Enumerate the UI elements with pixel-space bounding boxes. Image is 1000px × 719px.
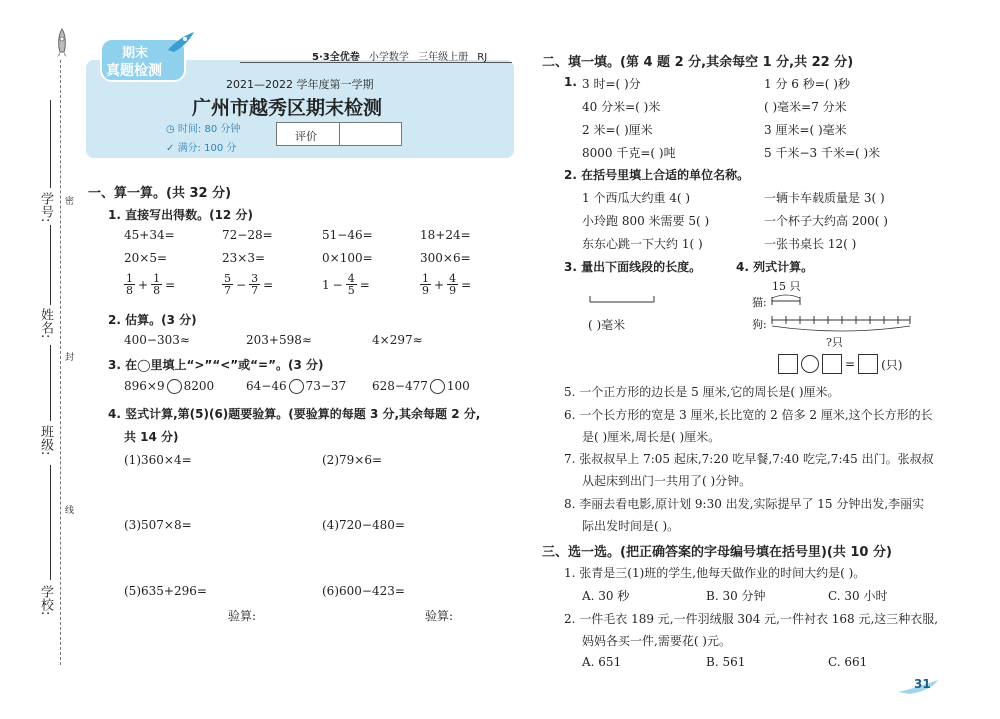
q1-fraction-item: $\frac{5}{7}$ − $\frac{3}{7}$ =	[224, 272, 274, 297]
section1-title: 一、算一算。(共 32 分)	[88, 186, 232, 201]
cut-mark-seal: 封	[63, 352, 73, 361]
page-title: 广州市越秀区期末检测	[192, 97, 383, 119]
s2-q1-item: 2 米=( )厘米	[582, 123, 653, 137]
s2-q8-cont: 际出发时间是( )。	[582, 519, 680, 533]
grade: 三年级上册	[418, 52, 469, 63]
check-icon: ✓	[166, 143, 178, 154]
dog-label: 狗:	[752, 318, 767, 331]
s2-q1-item: ( )毫米=7 分米	[764, 100, 847, 114]
cat-count-label: 15 只	[772, 280, 801, 293]
s2-q2-item: 东东心跳一下大约 1( )	[582, 237, 703, 251]
answer-box[interactable]	[858, 354, 878, 374]
s2-q2-label: 2. 在括号里填上合适的单位名称。	[564, 168, 750, 182]
blank-line	[50, 465, 51, 580]
s2-q6: 6. 一个长方形的宽是 3 厘米,长比宽的 2 倍多 2 厘米,这个长方形的长	[564, 408, 933, 422]
s2-q4-label: 4. 列式计算。	[736, 260, 814, 274]
q1-fraction-item: $\frac{1}{8}$ + $\frac{1}{8}$ =	[126, 272, 176, 297]
evaluation-label: 评价	[295, 130, 317, 143]
fraction: $\frac{1}{8}$	[153, 272, 161, 297]
q2-label: 2. 估算。(3 分)	[108, 313, 197, 327]
s2-q1-item: 5 千米−3 千米=( )米	[764, 146, 881, 160]
s2-q2-item: 一辆卡车载质量是 3( )	[764, 191, 885, 205]
q3-item: 64−46 73−37	[246, 379, 347, 393]
academic-year: 2021—2022 学年度第一学期	[226, 78, 374, 91]
fraction: $\frac{1}{9}$	[422, 272, 429, 297]
s2-q6-cont: 是( )厘米,周长是( )厘米。	[582, 430, 721, 444]
fraction: $\frac{5}{7}$	[224, 272, 231, 297]
q1-fraction-item: 1 − $\frac{4}{5}$ =	[322, 272, 370, 297]
answer-box[interactable]	[822, 354, 842, 374]
exam-time: ◷ 时间: 80 分钟	[166, 124, 241, 135]
s3-q1: 1. 张青是三(1)班的学生,他每天做作业的时间大约是( )。	[564, 566, 866, 580]
fraction: $\frac{3}{7}$	[251, 272, 259, 297]
rocket-icon	[166, 30, 196, 54]
sidebar-label-class: 班级:	[38, 425, 53, 456]
q1-item: 51−46=	[322, 228, 373, 242]
segment-answer: ( )毫米	[588, 318, 626, 332]
s2-q1-item: 8000 千克=( )吨	[582, 146, 676, 160]
evaluation-divider	[339, 123, 340, 145]
compare-circle[interactable]	[167, 379, 182, 394]
s2-q1-item: 1 分 6 秒=( )秒	[764, 77, 850, 91]
s2-q2-item: 一个杯子大约高 200( )	[764, 214, 888, 228]
sidebar-label-student-id: 学号:	[38, 192, 53, 223]
s2-q1-label: 1.	[564, 75, 577, 89]
compare-circle[interactable]	[430, 379, 445, 394]
dog-unknown-label: ?只	[826, 336, 843, 349]
compare-circle[interactable]	[289, 379, 304, 394]
s2-q7-cont: 从起床到出门一共用了( )分钟。	[582, 474, 752, 488]
s3-q2-cont: 妈妈各买一件,需要花( )元。	[582, 634, 731, 648]
q4-item: (3)507×8=	[124, 518, 192, 532]
s2-q2-item: 小玲跑 800 米需要 5( )	[582, 214, 710, 228]
q1-item: 20×5=	[124, 251, 168, 265]
sidebar-label-name: 姓名:	[38, 308, 53, 339]
cut-mark-seal: 密	[63, 196, 73, 205]
q4-label-cont: 共 14 分)	[124, 430, 179, 444]
s2-q7: 7. 张叔叔早上 7:05 起床,7:20 吃早餐,7:40 吃完,7:45 出门。张叔叔	[564, 452, 934, 466]
equation-template: = (只)	[778, 354, 902, 374]
q2-item: 4×297≈	[372, 333, 423, 347]
fraction: $\frac{1}{8}$	[126, 272, 133, 297]
q1-item: 300×6=	[420, 251, 471, 265]
q1-item: 18+24=	[420, 228, 471, 242]
q1-fraction-item: $\frac{1}{9}$ + $\frac{4}{9}$ =	[422, 272, 472, 297]
badge-line2: 真题检测	[106, 63, 162, 79]
q2-item: 203+598≈	[246, 333, 312, 347]
header-divider	[240, 62, 512, 63]
operator-circle[interactable]	[801, 355, 819, 373]
q1-item: 23×3=	[222, 251, 266, 265]
s2-q1-item: 3 厘米=( )毫米	[764, 123, 847, 137]
s2-q1-item: 40 分米=( )米	[582, 100, 661, 114]
q4-item: (5)635+296=	[124, 584, 207, 598]
rocket-icon	[54, 28, 70, 60]
clock-icon: ◷	[166, 124, 178, 135]
sidebar-label-school: 学校:	[38, 585, 53, 616]
check-label: 验算:	[228, 609, 257, 623]
q1-item: 72−28=	[222, 228, 273, 242]
line-diagram	[770, 288, 914, 336]
cat-label: 猫:	[752, 296, 767, 309]
s3-q1-option: A. 30 秒	[582, 589, 630, 603]
s3-q1-option: C. 30 小时	[828, 589, 888, 603]
evaluation-box	[276, 122, 402, 146]
s2-q3-label: 3. 量出下面线段的长度。	[564, 260, 702, 274]
q2-item: 400−303≈	[124, 333, 190, 347]
s2-q8: 8. 李丽去看电影,原计划 9:30 出发,实际提早了 15 分钟出发,李丽实	[564, 497, 925, 511]
answer-box[interactable]	[778, 354, 798, 374]
edition: RJ	[477, 52, 488, 63]
header-series	[312, 48, 487, 63]
subject: 小学数学	[368, 52, 409, 63]
series-name: 5·3全优卷	[312, 52, 360, 63]
s2-q2-item: 一张书桌长 12( )	[764, 237, 857, 251]
q4-item: (1)360×4=	[124, 453, 192, 467]
s2-q1-item: 3 时=( )分	[582, 77, 641, 91]
s3-q2-option: A. 651	[582, 655, 622, 669]
blank-line	[50, 345, 51, 421]
badge-line1: 期末	[122, 46, 149, 61]
section2-title: 二、填一填。(第 4 题 2 分,其余每空 1 分,共 22 分)	[542, 55, 854, 70]
s3-q2-option: C. 661	[828, 655, 868, 669]
q3-label: 3. 在◯里填上“>”“<”或“=”。(3 分)	[108, 358, 324, 372]
binding-dashed-line	[60, 60, 61, 665]
q4-item: (4)720−480=	[322, 518, 405, 532]
measure-segment	[588, 294, 658, 304]
q3-item: 628−477 100	[372, 379, 470, 393]
fraction: $\frac{4}{5}$	[347, 272, 355, 297]
q1-item: 0×100=	[322, 251, 373, 265]
s2-q2-item: 1 个西瓜大约重 4( )	[582, 191, 691, 205]
s3-q2-option: B. 561	[706, 655, 746, 669]
q4-item: (6)600−423=	[322, 584, 405, 598]
fraction: $\frac{4}{9}$	[449, 272, 457, 297]
unit-label: (只)	[881, 357, 903, 372]
q4-item: (2)79×6=	[322, 453, 383, 467]
s3-q1-option: B. 30 分钟	[706, 589, 766, 603]
q1-item: 45+34=	[124, 228, 175, 242]
q1-label: 1. 直接写出得数。(12 分)	[108, 208, 253, 222]
cut-mark-line: 线	[63, 505, 73, 514]
blank-line	[50, 100, 51, 188]
page-number: 31	[914, 677, 931, 691]
check-label: 验算:	[425, 609, 454, 623]
q4-label: 4. 竖式计算,第(5)(6)题要验算。(要验算的每题 3 分,其余每题 2 分,	[108, 407, 481, 421]
q3-item: 896×9 8200	[124, 379, 215, 393]
s2-q5: 5. 一个正方形的边长是 5 厘米,它的周长是( )厘米。	[564, 385, 840, 399]
exam-score: ✓ 满分: 100 分	[166, 143, 237, 154]
section3-title: 三、选一选。(把正确答案的字母编号填在括号里)(共 10 分)	[542, 545, 892, 560]
s3-q2: 2. 一件毛衣 189 元,一件羽绒服 304 元,一件衬衣 168 元,这三种衣服,	[564, 612, 939, 626]
blank-line	[50, 225, 51, 305]
